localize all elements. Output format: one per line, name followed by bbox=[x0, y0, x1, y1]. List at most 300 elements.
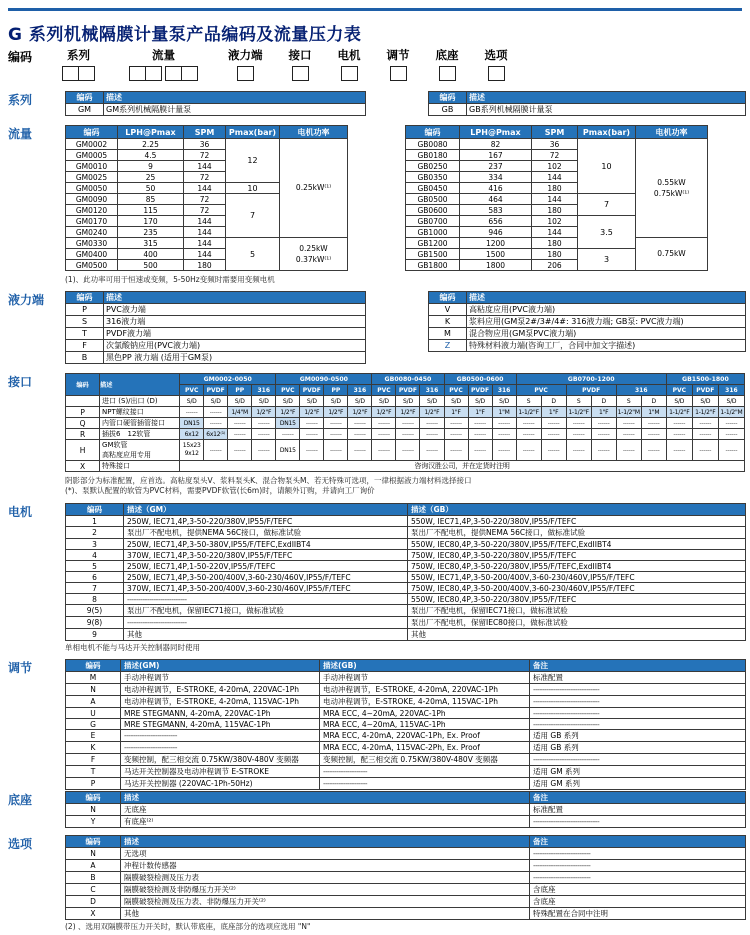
value-cell: 1/4"M bbox=[228, 407, 252, 418]
table-row bbox=[66, 316, 366, 328]
flow-row bbox=[66, 139, 348, 150]
spm-cell: 102 bbox=[532, 216, 578, 227]
value-cell: DN15 bbox=[180, 418, 204, 429]
value-cell: ------ bbox=[372, 429, 396, 440]
desc-cell: 泵出厂不配电机，提供NEMA 56C接口，做标准试验 bbox=[124, 527, 408, 539]
column-header: 编码 bbox=[66, 792, 121, 804]
series-gm-table bbox=[65, 91, 365, 116]
desc-cell: -------------------------- bbox=[530, 848, 746, 860]
spm-cell: 72 bbox=[184, 150, 226, 161]
desc-cell: ------------------------ bbox=[121, 742, 320, 754]
coding-field-调节 bbox=[387, 47, 410, 81]
material-header: 316 bbox=[492, 385, 516, 396]
code-cell: 4 bbox=[66, 550, 124, 561]
desc-cell: 无选项 bbox=[121, 848, 530, 860]
sd-cell: S/D bbox=[468, 396, 492, 407]
model-cell: GB1000 bbox=[406, 227, 460, 238]
material-header: 316 bbox=[348, 385, 372, 396]
code-cell: A bbox=[66, 696, 121, 708]
coding-box bbox=[182, 66, 198, 81]
section-base bbox=[0, 791, 750, 829]
desc-cell: GM系列机械隔膜计量泵 bbox=[104, 104, 366, 116]
spm-cell: 180 bbox=[532, 249, 578, 260]
column-header: 描述(GM) bbox=[121, 660, 320, 672]
desc-cell: ------------------------------ bbox=[530, 696, 746, 708]
material-header: PVC bbox=[276, 385, 300, 396]
table-row bbox=[66, 884, 746, 896]
pmax-cell: 5 bbox=[226, 238, 280, 271]
model-cell: GB0450 bbox=[406, 183, 460, 194]
desc-cell: MRA ECC, 4~20mA, 115VAC-1Ph bbox=[320, 719, 530, 730]
desc-cell: 550W, IEC80,4P,3-50-220/380V,IP55/F/TEFC bbox=[408, 594, 746, 605]
table-row bbox=[66, 527, 746, 539]
value-cell: ------ bbox=[591, 418, 616, 429]
spm-cell: 144 bbox=[184, 238, 226, 249]
sd-cell: S/D bbox=[252, 396, 276, 407]
coding-field-label: 电机 bbox=[337, 48, 361, 62]
options-footnote: (2) 、选用双隔膜带压力开关时，默认带底座，底座部分的选项应选用 "N" bbox=[65, 922, 311, 931]
flow-gm bbox=[65, 125, 348, 271]
desc-cell: 550W, IEC71,4P,3-50-220/380V,IP55/F/TEFC bbox=[408, 516, 746, 527]
model-cell: GM0010 bbox=[66, 161, 118, 172]
desc-cell: 混合物应用(GM泵PVC液力端) bbox=[467, 328, 746, 340]
coding-field-流量 bbox=[129, 47, 198, 81]
spm-cell: 102 bbox=[532, 161, 578, 172]
section-label-interface: 接口 bbox=[8, 375, 33, 389]
value-cell: ------ bbox=[228, 440, 252, 461]
table-row bbox=[66, 872, 746, 884]
value-cell: ------ bbox=[468, 429, 492, 440]
code-header: 编码 bbox=[429, 292, 467, 304]
code-cell: R bbox=[66, 429, 100, 440]
spm-cell: 180 bbox=[532, 183, 578, 194]
power-cell: 0.25kW 0.37kW⁽¹⁾ bbox=[280, 238, 348, 271]
coding-box bbox=[439, 66, 456, 81]
code-cell: P bbox=[66, 407, 100, 418]
code-cell: B bbox=[66, 872, 121, 884]
code-cell: D bbox=[66, 896, 121, 908]
flow-header: 编码 bbox=[66, 126, 118, 139]
section-interface bbox=[0, 373, 750, 497]
section-adjust bbox=[0, 659, 750, 788]
model-cell: GM0500 bbox=[66, 260, 118, 271]
table-row bbox=[66, 104, 366, 116]
material-header: PVC bbox=[372, 385, 396, 396]
code-cell: N bbox=[66, 848, 121, 860]
table-row bbox=[66, 742, 746, 754]
desc-cell: 550W, IEC80,4P,3-50-220/380V,IP55/F/TEFC,ExdIIBT4 bbox=[408, 539, 746, 550]
sd-cell: S/D bbox=[324, 396, 348, 407]
table-row bbox=[66, 804, 746, 816]
code-cell bbox=[66, 396, 100, 407]
material-header: PVDF bbox=[204, 385, 228, 396]
section-series bbox=[0, 91, 750, 119]
model-cell: GM0002 bbox=[66, 139, 118, 150]
value-cell: ------ bbox=[541, 440, 566, 461]
value-cell: ------ bbox=[692, 418, 718, 429]
material-header: PVC bbox=[516, 385, 566, 396]
table-row bbox=[429, 340, 746, 352]
value-cell: 1-1/2"M bbox=[617, 408, 640, 416]
sd-cell: S/D bbox=[420, 396, 444, 407]
desc-cell: 变频控制，配三相交流 0.75KW/380V-480V 变频器 bbox=[121, 754, 320, 766]
desc-cell: 250W, IEC71,4P,3-50-220/380V,IP55/F/TEFC bbox=[124, 516, 408, 527]
spm-cell: 144 bbox=[184, 227, 226, 238]
coding-box bbox=[62, 66, 79, 81]
desc-cell: 750W, IEC80,4P,3-50-220/380V,IP55/F/TEFC bbox=[408, 550, 746, 561]
value-cell: 1-1/2"F bbox=[692, 407, 718, 418]
desc-cell: MRE STEGMANN, 4-20mA, 115VAC-1Ph bbox=[121, 719, 320, 730]
code-cell: S bbox=[66, 316, 104, 328]
series-gb-table bbox=[428, 91, 745, 116]
section-label-motor: 电机 bbox=[8, 505, 33, 519]
coding-field-系列 bbox=[62, 47, 95, 81]
value-cell: ------ bbox=[541, 418, 566, 429]
model-cell: GB0350 bbox=[406, 172, 460, 183]
section-label-options: 选项 bbox=[8, 837, 33, 851]
spm-cell: 144 bbox=[184, 183, 226, 194]
desc-cell: 变频控制，配三相交流 0.75KW/380V-480V 变频器 bbox=[320, 754, 530, 766]
liquid-end-right bbox=[428, 291, 746, 352]
section-label-base: 底座 bbox=[8, 793, 33, 807]
header-row bbox=[429, 92, 746, 104]
sd-cell: D bbox=[641, 396, 666, 407]
value-cell: ------ bbox=[276, 429, 300, 440]
material-header: PVDF bbox=[300, 385, 324, 396]
value-cell: ------ bbox=[324, 429, 348, 440]
lph-cell: 1500 bbox=[460, 249, 532, 260]
code-cell: 1 bbox=[66, 516, 124, 527]
flow-gm-table bbox=[65, 125, 348, 271]
code-header: 编码 bbox=[429, 92, 467, 104]
desc-cell: 其他 bbox=[121, 908, 530, 920]
model-cell: GM0400 bbox=[66, 249, 118, 260]
desc-cell: 电动冲程调节，E-STROKE, 4-20mA, 115VAC-1Ph bbox=[121, 696, 320, 708]
desc-cell: 其他 bbox=[408, 629, 746, 641]
desc-header: 描述 bbox=[104, 92, 366, 104]
desc-cell: 适用 GB 系列 bbox=[530, 730, 746, 742]
table-row bbox=[66, 304, 366, 316]
coding-boxes bbox=[387, 66, 410, 81]
spm-cell: 72 bbox=[184, 172, 226, 183]
sd-cell: S/D bbox=[348, 396, 372, 407]
pump-range-header: GM0090-0500 bbox=[276, 374, 372, 385]
header-row bbox=[429, 292, 746, 304]
code-cell: 2 bbox=[66, 527, 124, 539]
coding-boxes bbox=[129, 66, 198, 81]
coding-boxes bbox=[338, 66, 361, 81]
spm-cell: 36 bbox=[532, 139, 578, 150]
value-cell: 1-1/2"F bbox=[566, 407, 591, 418]
sd-cell: S/D bbox=[492, 396, 516, 407]
table-row bbox=[66, 352, 366, 364]
code-cell: V bbox=[429, 304, 467, 316]
pmax-cell: 10 bbox=[226, 183, 280, 194]
code-cell: K bbox=[429, 316, 467, 328]
lph-cell: 235 bbox=[118, 227, 184, 238]
flow-header: Pmax(bar) bbox=[226, 126, 280, 139]
desc-cell: 有底座⁽²⁾ bbox=[121, 816, 530, 828]
desc-cell: 特殊接口 bbox=[100, 461, 180, 472]
value-cell: ------ bbox=[324, 418, 348, 429]
lph-cell: 1200 bbox=[460, 238, 532, 249]
code-cell: 3 bbox=[66, 539, 124, 550]
value-cell: ------ bbox=[228, 429, 252, 440]
desc-cell: 隔膜破裂检测及压力表、非防爆压力开关⁽²⁾ bbox=[121, 896, 530, 908]
desc-cell: 高粘度应用(PVC液力端) bbox=[467, 304, 746, 316]
section-label-adjust: 调节 bbox=[8, 661, 33, 675]
section-label-series: 系列 bbox=[8, 93, 33, 107]
coding-boxes bbox=[62, 66, 95, 81]
code-cell: F bbox=[66, 754, 121, 766]
flow-row bbox=[406, 238, 708, 249]
value-cell: ------ bbox=[641, 440, 666, 461]
sd-cell: S/D bbox=[396, 396, 420, 407]
desc-cell: 550W, IEC71,4P,3-50-200/400V,3-60-230/460V,IP55/F/TEFC bbox=[408, 572, 746, 583]
desc-cell: 370W, IEC71,4P,3-50-220/380V,IP55/F/TEFC bbox=[124, 550, 408, 561]
table-row bbox=[429, 104, 746, 116]
lph-cell: 82 bbox=[460, 139, 532, 150]
code-cell: E bbox=[66, 730, 121, 742]
table-row bbox=[66, 778, 746, 790]
header-row bbox=[66, 292, 366, 304]
desc-cell: ------------------------------ bbox=[530, 719, 746, 730]
desc-cell: 适用 GB 系列 bbox=[530, 742, 746, 754]
model-cell: GB1200 bbox=[406, 238, 460, 249]
value-cell: ------ bbox=[204, 440, 228, 461]
desc-cell: 电动冲程调节，E-STROKE, 4-20mA, 220VAC-1Ph bbox=[320, 684, 530, 696]
code-cell: 9(8) bbox=[66, 617, 124, 629]
material-header: PVC bbox=[444, 385, 468, 396]
desc-cell: 手动冲程调节 bbox=[320, 672, 530, 684]
desc-cell: ------------------------ bbox=[121, 730, 320, 742]
pump-range-header: GM0002-0050 bbox=[180, 374, 276, 385]
code-cell: 9(5) bbox=[66, 605, 124, 617]
sd-cell: S bbox=[616, 396, 641, 407]
sd-cell: D bbox=[541, 396, 566, 407]
column-header: 备注 bbox=[530, 660, 746, 672]
desc-cell: MRE STEGMANN, 4-20mA, 220VAC-1Ph bbox=[121, 708, 320, 719]
sd-cell: S/D bbox=[666, 396, 692, 407]
sd-cell: S/D bbox=[204, 396, 228, 407]
column-header: 备注 bbox=[530, 792, 746, 804]
value-cell: ------ bbox=[444, 429, 468, 440]
desc-cell: -------------------------- bbox=[530, 860, 746, 872]
table-row bbox=[66, 754, 746, 766]
desc-cell: 泵出厂不配电机，保留IEC71接口，做标准试验 bbox=[408, 605, 746, 617]
desc-cell: 插拔6 12软管 bbox=[100, 429, 180, 440]
code-cell: N bbox=[66, 804, 121, 816]
pmax-cell: 12 bbox=[226, 139, 280, 183]
lph-cell: 237 bbox=[460, 161, 532, 172]
lph-cell: 656 bbox=[460, 216, 532, 227]
code-cell: 5 bbox=[66, 561, 124, 572]
value-cell: ------ bbox=[324, 440, 348, 461]
motor-footnote: 单相电机不能与马达开关控制器同时使用 bbox=[65, 643, 200, 652]
coding-field-label: 流量 bbox=[152, 48, 175, 62]
value-cell: ------ bbox=[666, 429, 692, 440]
table-row bbox=[66, 860, 746, 872]
value-cell: ------ bbox=[396, 429, 420, 440]
group-header-row bbox=[66, 374, 745, 385]
value-cell: DN15 bbox=[276, 440, 300, 461]
value-cell: ------ bbox=[252, 418, 276, 429]
page-title: G 系列机械隔膜计量泵产品编码及流量压力表 bbox=[8, 25, 362, 45]
value-cell: ------ bbox=[718, 418, 744, 429]
value-cell: ------ bbox=[396, 440, 420, 461]
spm-cell: 180 bbox=[532, 238, 578, 249]
coding-field-label: 调节 bbox=[386, 48, 410, 62]
desc-cell: 750W, IEC80,4P,3-50-220/380V,IP55/F/TEFC,ExdIIBT4 bbox=[408, 561, 746, 572]
desc-cell: 标准配置 bbox=[530, 672, 746, 684]
value-cell: ------ bbox=[204, 407, 228, 418]
value-cell: 1"F bbox=[468, 407, 492, 418]
code-cell: M bbox=[429, 328, 467, 340]
value-cell: ------ bbox=[591, 440, 616, 461]
coding-box bbox=[292, 66, 309, 81]
spm-cell: 206 bbox=[532, 260, 578, 271]
sd-cell: S/D bbox=[228, 396, 252, 407]
model-cell: GM0330 bbox=[66, 238, 118, 249]
base bbox=[65, 791, 746, 828]
interface-row bbox=[66, 429, 745, 440]
model-cell: GM0050 bbox=[66, 183, 118, 194]
power-cell: 0.25kW⁽¹⁾ bbox=[280, 139, 348, 238]
span-note-cell: 咨询汉胜公司，并在定货时注明 bbox=[180, 461, 745, 472]
desc-cell: 次氯酸钠应用(PVC液力端) bbox=[104, 340, 366, 352]
lph-cell: 334 bbox=[460, 172, 532, 183]
interface-row bbox=[66, 440, 745, 461]
material-header: PP bbox=[228, 385, 252, 396]
lph-cell: 1800 bbox=[460, 260, 532, 271]
code-header: 编码 bbox=[66, 92, 104, 104]
pmax-cell: 3.5 bbox=[578, 216, 636, 249]
header-row bbox=[66, 792, 746, 804]
sd-cell: S/D bbox=[692, 396, 718, 407]
section-liquid-end bbox=[0, 291, 750, 367]
material-header: PVC bbox=[180, 385, 204, 396]
code-cell: GB bbox=[429, 104, 467, 116]
code-cell: 9 bbox=[66, 629, 124, 641]
sd-cell: S/D bbox=[372, 396, 396, 407]
value-cell: ------ bbox=[300, 429, 324, 440]
column-header: 描述(GB) bbox=[320, 660, 530, 672]
spm-cell: 144 bbox=[184, 249, 226, 260]
value-cell: ------ bbox=[204, 418, 228, 429]
column-header: 编码 bbox=[66, 504, 124, 516]
interface-row bbox=[66, 418, 745, 429]
model-cell: GB0180 bbox=[406, 150, 460, 161]
code-cell: P bbox=[66, 304, 104, 316]
model-cell: GB0250 bbox=[406, 161, 460, 172]
desc-cell: 泵出厂不配电机，提供NEMA 56C接口，做标准试验 bbox=[408, 527, 746, 539]
header-row bbox=[406, 126, 708, 139]
code-cell: M bbox=[66, 672, 121, 684]
table-row bbox=[66, 908, 746, 920]
model-cell: GB0080 bbox=[406, 139, 460, 150]
code-cell: C bbox=[66, 884, 121, 896]
flow-header: Pmax(bar) bbox=[578, 126, 636, 139]
desc-cell: 泵出厂不配电机，保留IEC80接口，做标准试验 bbox=[408, 617, 746, 629]
options bbox=[65, 835, 746, 920]
desc-cell: 泵出厂不配电机，保留IEC71接口，做标准试验 bbox=[124, 605, 408, 617]
value-cell: ------ bbox=[616, 418, 641, 429]
table-row bbox=[66, 594, 746, 605]
desc-header: 描述 bbox=[467, 92, 746, 104]
value-cell: ------ bbox=[566, 429, 591, 440]
coding-box bbox=[165, 66, 182, 81]
desc-cell: ------------------------------ bbox=[530, 684, 746, 696]
coding-box bbox=[129, 66, 146, 81]
table-row bbox=[66, 816, 746, 828]
pmax-cell: 3 bbox=[578, 249, 636, 271]
table-row bbox=[66, 516, 746, 527]
value-cell: 1/2"F bbox=[300, 407, 324, 418]
flow-gb-table bbox=[405, 125, 708, 271]
coding-field-选项 bbox=[485, 47, 508, 81]
desc-cell: 马达开关控制器及电动冲程调节 E-STROKE bbox=[121, 766, 320, 778]
model-cell: GM0005 bbox=[66, 150, 118, 161]
desc-cell: 隔膜破裂检测及非防爆压力开关⁽²⁾ bbox=[121, 884, 530, 896]
base-table bbox=[65, 791, 746, 828]
table-row bbox=[66, 696, 746, 708]
motor-table bbox=[65, 503, 746, 641]
lph-cell: 85 bbox=[118, 194, 184, 205]
value-cell: 1"F bbox=[444, 407, 468, 418]
value-cell: 1/2"F bbox=[276, 407, 300, 418]
power-cell: 0.55kW 0.75kW⁽¹⁾ bbox=[636, 139, 708, 238]
desc-cell: 手动冲程调节 bbox=[121, 672, 320, 684]
coding-boxes bbox=[436, 66, 459, 81]
desc-cell: 浆料应用(GM泵2#/3#/4#: 316液力端; GB泵: PVC液力端) bbox=[467, 316, 746, 328]
value-cell: ------ bbox=[348, 440, 372, 461]
section-motor bbox=[0, 503, 750, 653]
lph-cell: 4.5 bbox=[118, 150, 184, 161]
code-cell: N bbox=[66, 684, 121, 696]
lph-cell: 167 bbox=[460, 150, 532, 161]
lph-cell: 25 bbox=[118, 172, 184, 183]
coding-field-底座 bbox=[436, 47, 459, 81]
spm-cell: 144 bbox=[532, 194, 578, 205]
value-cell: 1/2"F bbox=[348, 407, 372, 418]
header-row bbox=[66, 660, 746, 672]
pump-range-header: GB0500-0600 bbox=[444, 374, 516, 385]
coding-box bbox=[79, 66, 95, 81]
value-cell: 1-1/2"F bbox=[666, 407, 692, 418]
code-cell: Q bbox=[66, 418, 100, 429]
desc-cell: PVDF液力端 bbox=[104, 328, 366, 340]
table-row bbox=[66, 539, 746, 550]
code-header: 编码 bbox=[66, 292, 104, 304]
desc-cell: 适用 GM 系列 bbox=[530, 778, 746, 790]
value-cell: 6x12⁽¹⁾ bbox=[204, 429, 228, 440]
code-cell: B bbox=[66, 352, 104, 364]
flow-row bbox=[406, 139, 708, 150]
model-cell: GM0170 bbox=[66, 216, 118, 227]
sd-cell: S/D bbox=[718, 396, 744, 407]
lph-cell: 50 bbox=[118, 183, 184, 194]
flow-header: SPM bbox=[532, 126, 578, 139]
code-header: 编码 bbox=[66, 374, 100, 396]
coding-field-label: 底座 bbox=[435, 48, 459, 62]
desc-header: 描述 bbox=[467, 292, 746, 304]
section-label-flow: 流量 bbox=[8, 127, 33, 141]
value-cell: ------ bbox=[180, 407, 204, 418]
desc-cell: GM软管 高粘度应用专用 bbox=[100, 440, 180, 461]
code-cell: X bbox=[66, 461, 100, 472]
material-header: 316 bbox=[420, 385, 444, 396]
material-header: PVDF bbox=[468, 385, 492, 396]
